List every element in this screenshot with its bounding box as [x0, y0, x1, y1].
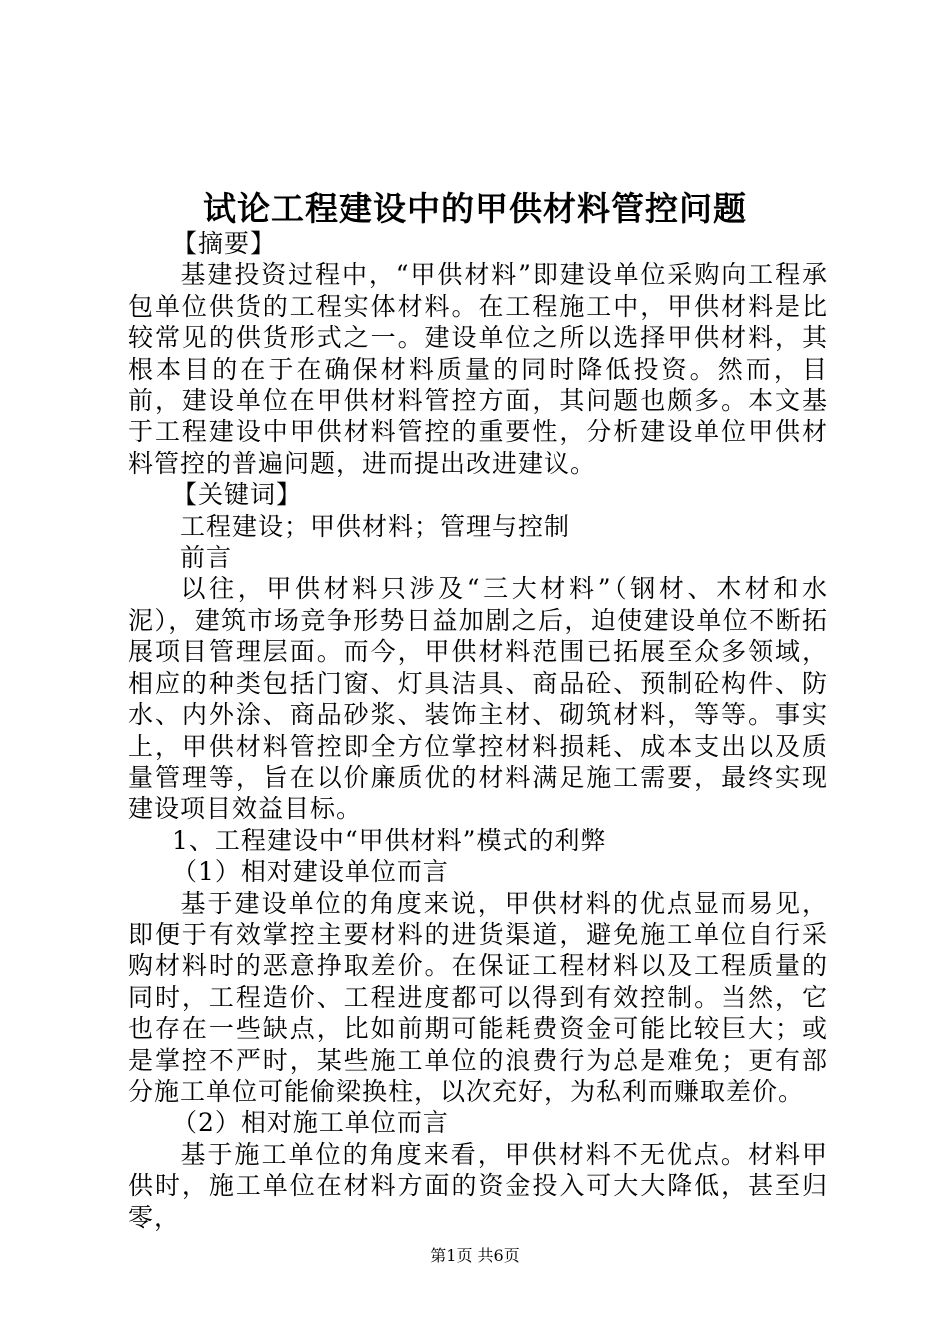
subsection-2-heading: （2）相对施工单位而言 [172, 1108, 449, 1138]
document-body [128, 228, 828, 1233]
preface-heading: 前言 [180, 543, 233, 573]
page-footer: 第1页 共6页 [430, 1246, 520, 1265]
subsection-1-paragraph: 基于建设单位的角度来说，甲供材料的优点显而易见，即便于有效掌控主要材料的进货渠道，避免施工单位自行采购材料时的恶意挣取差价。在保证工程材料以及工程质量的同时，工程造价、工程进度都可以得到有效控制。当然，它也存在一些缺点，比如前期可能耗费资金可能比较巨大；或是掌控不严时，某些施工单位的浪费行为总是难免；更有部分施工单位可能偷梁换柱，以次充好，为私利而赚取差价。 [128, 888, 828, 1106]
keywords-text: 工程建设；甲供材料；管理与控制 [180, 511, 571, 541]
document-title: 试论工程建设中的甲供材料管控问题 [203, 189, 747, 228]
abstract-heading: 【摘要】 [172, 229, 277, 258]
subsection-2-paragraph: 基于施工单位的角度来看，甲供材料不无优点。材料甲供时，施工单位在材料方面的资金投入可大大降低，甚至归零， [128, 1139, 828, 1232]
preface-paragraph: 以往，甲供材料只涉及“三大材料”（钢材、木材和水泥），建筑市场竞争形势日益加剧之后，迫使建设单位不断拓展项目管理层面。而今，甲供材料范围已拓展至众多领域，相应的种类包括门窗、灯具洁具、商品砼、预制砼构件、防水、内外涂、商品砂浆、装饰主材、砌筑材料，等等。事实上，甲供材料管控即全方位掌控材料损耗、成本支出以及质量管理等，旨在以价廉质优的材料满足施工需要，最终实现建设项目效益目标。 [128, 574, 828, 824]
keywords-heading: 【关键词】 [172, 480, 303, 510]
subsection-1-heading: （1）相对建设单位而言 [172, 857, 449, 887]
abstract-paragraph: 基建投资过程中，“甲供材料”即建设单位采购向工程承包单位供货的工程实体材料。在工程施工中，甲供材料是比较常见的供货形式之一。建设单位之所以选择甲供材料，其根本目的在于在确保材料质量的同时降低投资。然而，目前，建设单位在甲供材料管控方面，其问题也颇多。本文基于工程建设中甲供材料管控的重要性，分析建设单位甲供材料管控的普遍问题，进而提出改进建议。 [128, 260, 828, 478]
section-1-heading: 1、工程建设中“甲供材料”模式的利弊 [172, 825, 607, 855]
